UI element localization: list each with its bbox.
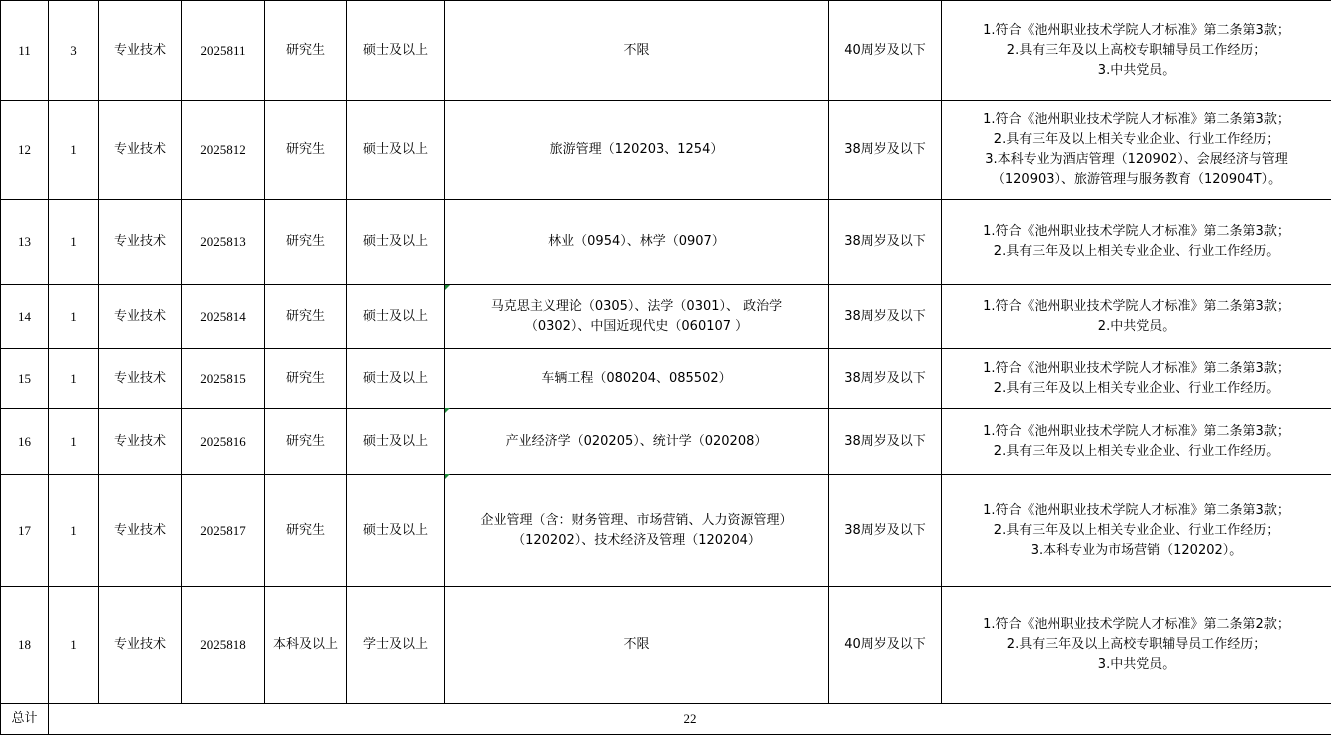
requirement-line: 2.具有三年及以上相关专业企业、行业工作经历； — [993, 132, 1280, 147]
total-row — [1, 704, 1331, 735]
position-code: 2025814 — [182, 285, 265, 349]
major-line: （0302）、中国近现代史（060107 ） — [524, 318, 749, 334]
age-requirement: 38周岁及以下 — [829, 409, 942, 475]
age-requirement: 38周岁及以下 — [829, 200, 942, 285]
major-line: 不限 — [623, 42, 650, 58]
position-category: 专业技术 — [99, 349, 182, 409]
table-row — [1, 409, 1331, 475]
row-number: 14 — [1, 285, 49, 349]
table-row — [1, 587, 1331, 704]
major-line: 企业管理（含：财务管理、市场营销、人力资源管理） — [480, 512, 793, 528]
age-requirement: 38周岁及以下 — [829, 475, 942, 587]
position-code: 2025815 — [182, 349, 265, 409]
position-category: 专业技术 — [99, 475, 182, 587]
education-level: 研究生 — [265, 475, 347, 587]
position-category: 专业技术 — [99, 587, 182, 704]
requirement-line: 1.符合《池州职业技术学院人才标准》第二条第3款； — [983, 22, 1290, 38]
major-line: 产业经济学（020205）、统计学（020208） — [505, 433, 768, 449]
requirement-line: 1.符合《池州职业技术学院人才标准》第二条第3款； — [983, 502, 1290, 518]
requirement-line: 1.符合《池州职业技术学院人才标准》第二条第3款； — [983, 360, 1290, 376]
major-line: 马克思主义理论（0305）、法学（0301）、 政治学 — [490, 298, 783, 314]
table-row — [1, 285, 1331, 349]
major-line: 林业（0954）、林学（0907） — [548, 234, 725, 249]
table-row — [1, 1, 1331, 101]
cell-comment-marker — [445, 408, 450, 413]
row-number: 13 — [1, 200, 49, 285]
major-line: （120202）、技术经济及管理（120204） — [512, 532, 761, 548]
degree-requirement: 硕士及以上 — [347, 285, 445, 349]
education-level: 研究生 — [265, 101, 347, 200]
major-requirement — [445, 587, 829, 704]
age-requirement: 38周岁及以下 — [829, 101, 942, 200]
position-code: 2025818 — [182, 587, 265, 704]
other-requirements — [942, 349, 1331, 409]
age-requirement: 38周岁及以下 — [829, 285, 942, 349]
other-requirements — [942, 285, 1331, 349]
position-category: 专业技术 — [99, 409, 182, 475]
row-number: 17 — [1, 475, 49, 587]
position-category: 专业技术 — [99, 1, 182, 101]
other-requirements — [942, 475, 1331, 587]
requirement-line: 1.符合《池州职业技术学院人才标准》第二条第3款； — [983, 112, 1290, 127]
requirement-line: 1.符合《池州职业技术学院人才标准》第二条第3款； — [983, 298, 1290, 314]
education-level: 研究生 — [265, 349, 347, 409]
total-label: 总计 — [1, 704, 49, 735]
requirement-line: 2.具有三年及以上高校专职辅导员工作经历； — [1006, 42, 1267, 58]
row-number: 18 — [1, 587, 49, 704]
degree-requirement: 硕士及以上 — [347, 200, 445, 285]
position-category: 专业技术 — [99, 101, 182, 200]
requirement-line: 2.具有三年及以上相关专业企业、行业工作经历。 — [993, 244, 1280, 259]
position-code: 2025812 — [182, 101, 265, 200]
requirement-line: 1.符合《池州职业技术学院人才标准》第二条第3款； — [983, 423, 1290, 439]
other-requirements — [942, 101, 1331, 200]
total-value: 22 — [49, 704, 1331, 735]
hire-count: 1 — [49, 101, 99, 200]
hire-count: 1 — [49, 285, 99, 349]
requirement-line: 2.具有三年及以上相关专业企业、行业工作经历。 — [993, 380, 1280, 396]
education-level: 研究生 — [265, 1, 347, 101]
major-requirement — [445, 1, 829, 101]
row-number: 15 — [1, 349, 49, 409]
position-code: 2025813 — [182, 200, 265, 285]
table-row — [1, 475, 1331, 587]
major-requirement — [445, 409, 829, 475]
row-number: 12 — [1, 101, 49, 200]
age-requirement: 40周岁及以下 — [829, 1, 942, 101]
requirement-line: 1.符合《池州职业技术学院人才标准》第二条第3款； — [983, 224, 1290, 239]
cell-comment-marker — [445, 285, 450, 290]
degree-requirement: 硕士及以上 — [347, 101, 445, 200]
requirement-line: 3.中共党员。 — [1097, 657, 1176, 672]
hire-count: 1 — [49, 587, 99, 704]
requirement-line: 3.本科专业为市场营销（120202）。 — [1030, 542, 1243, 558]
table-row — [1, 200, 1331, 285]
position-category: 专业技术 — [99, 200, 182, 285]
education-level: 研究生 — [265, 409, 347, 475]
table-row — [1, 101, 1331, 200]
position-code: 2025811 — [182, 1, 265, 101]
major-requirement — [445, 285, 829, 349]
position-code: 2025817 — [182, 475, 265, 587]
requirement-line: 3.本科专业为酒店管理（120902）、会展经济与管理 — [985, 152, 1288, 167]
degree-requirement: 硕士及以上 — [347, 349, 445, 409]
major-line: 车辆工程（080204、085502） — [541, 370, 732, 386]
age-requirement: 38周岁及以下 — [829, 349, 942, 409]
education-level: 研究生 — [265, 200, 347, 285]
requirement-line: 2.具有三年及以上高校专职辅导员工作经历； — [1006, 637, 1267, 652]
hire-count: 1 — [49, 475, 99, 587]
requirement-line: 2.具有三年及以上相关专业企业、行业工作经历； — [993, 522, 1280, 538]
table-row — [1, 349, 1331, 409]
major-requirement — [445, 475, 829, 587]
row-number: 16 — [1, 409, 49, 475]
major-requirement — [445, 101, 829, 200]
age-requirement: 40周岁及以下 — [829, 587, 942, 704]
degree-requirement: 硕士及以上 — [347, 1, 445, 101]
other-requirements — [942, 200, 1331, 285]
hire-count: 1 — [49, 349, 99, 409]
other-requirements — [942, 1, 1331, 101]
requirement-line: 2.中共党员。 — [1097, 318, 1176, 334]
position-category: 专业技术 — [99, 285, 182, 349]
major-line: 不限 — [623, 637, 650, 652]
major-line: 旅游管理（120203、1254） — [549, 142, 724, 157]
major-requirement — [445, 200, 829, 285]
hire-count: 1 — [49, 200, 99, 285]
other-requirements — [942, 587, 1331, 704]
major-requirement — [445, 349, 829, 409]
education-level: 本科及以上 — [265, 587, 347, 704]
requirement-line: 1.符合《池州职业技术学院人才标准》第二条第2款； — [983, 617, 1290, 632]
degree-requirement: 硕士及以上 — [347, 409, 445, 475]
other-requirements — [942, 409, 1331, 475]
hire-count: 3 — [49, 1, 99, 101]
cell-comment-marker — [445, 474, 450, 479]
hire-count: 1 — [49, 409, 99, 475]
requirement-line: （120903）、旅游管理与服务教育（120904T）。 — [991, 172, 1282, 187]
requirement-line: 3.中共党员。 — [1097, 62, 1176, 78]
education-level: 研究生 — [265, 285, 347, 349]
position-code: 2025816 — [182, 409, 265, 475]
row-number: 11 — [1, 1, 49, 101]
requirement-line: 2.具有三年及以上相关专业企业、行业工作经历。 — [993, 443, 1280, 459]
degree-requirement: 学士及以上 — [347, 587, 445, 704]
degree-requirement: 硕士及以上 — [347, 475, 445, 587]
